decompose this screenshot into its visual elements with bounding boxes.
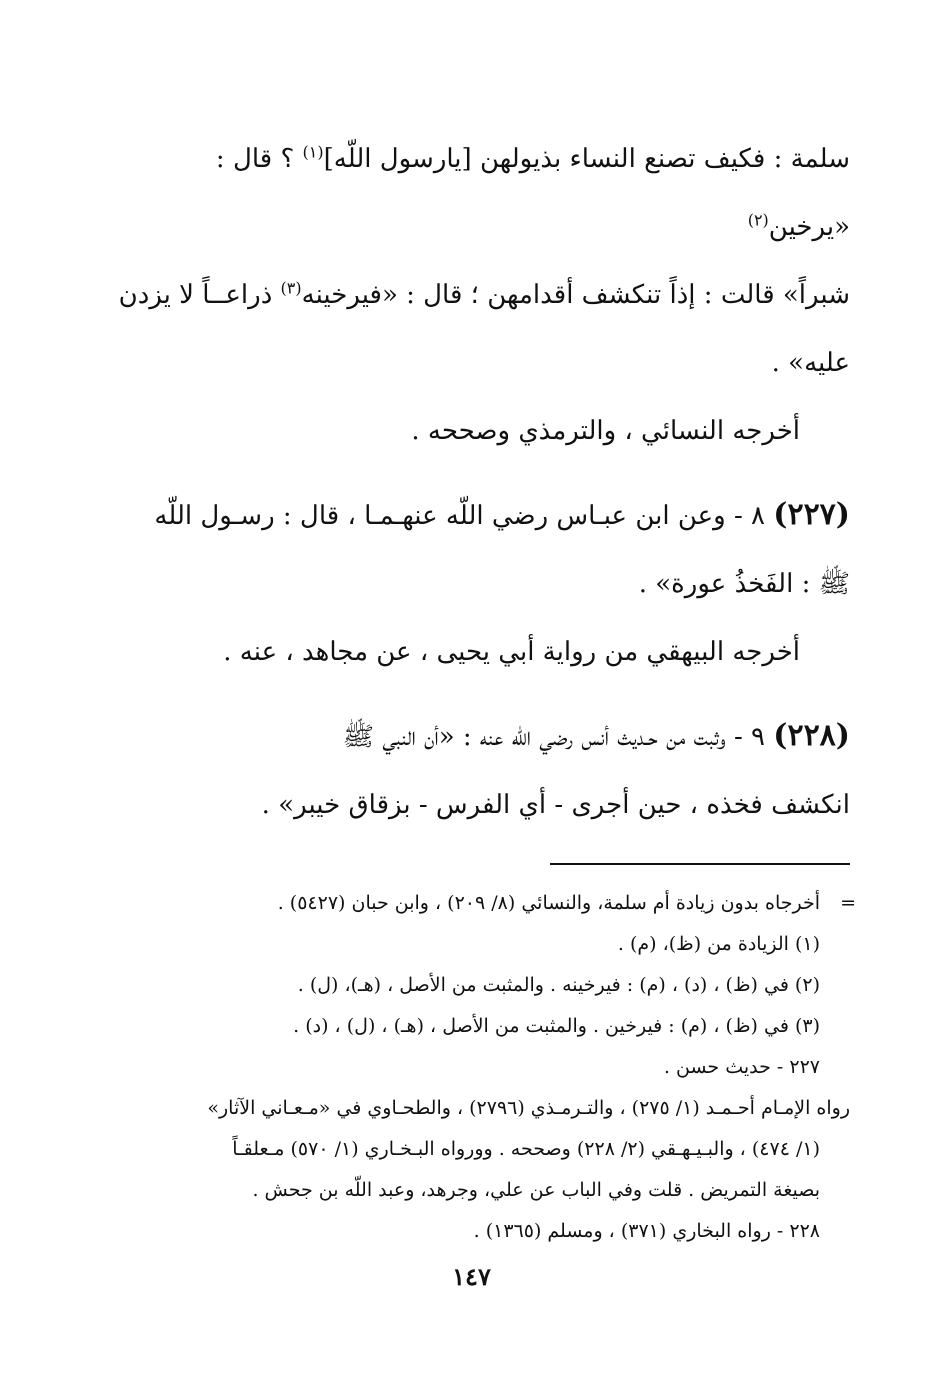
footnotes xyxy=(110,883,856,1252)
text-fragment: ٨ - وعن ابن عبـاس رضي اللّه عنهـمـا ، قال : رسـول اللّه xyxy=(154,501,774,531)
footnote-2: (٢) في (ظ) ، (د) ، (م) : فيرخينه . والمثبت من الأصل ، (هـ)، (ل) . xyxy=(297,974,820,996)
footnote-227-takhrij-cont: (١/ ٤٧٤) ، والبـيـهـقي (٢/ ٢٢٨) وصححه . وورواه البـخـاري (١/ ٥٧٠) مـعلقـاً xyxy=(232,1138,820,1160)
footnote-227-takhrij: رواه الإمـام أحـمـد (١/ ٢٧٥) ، والتـرمـذي (٢٧٩٦) ، والطحـاوي في «مـعـاني الآثار» xyxy=(207,1097,850,1119)
footnote-ref: (٢) xyxy=(747,210,769,230)
continuation-marker: = xyxy=(840,892,856,914)
text-fragment: ذراعــاً لا يزدن xyxy=(118,280,281,310)
footnote-ref: (١) xyxy=(302,142,324,162)
page-number: ١٤٧ xyxy=(452,1262,491,1291)
text-line: انكشف فخذه ، حين أجرى - أي الفرس - بزقاق خيبر» . xyxy=(261,790,850,820)
spacer xyxy=(110,686,850,702)
footnote-text: أخرجاه بدون زيادة أم سلمة، والنسائي (٨/ ٢٠٩) ، وابن حبان (٥٤٢٧) . xyxy=(277,892,820,914)
footnote-divider xyxy=(550,863,850,865)
hadith-227 xyxy=(110,481,850,550)
text-fragment: سلمة : فكيف تصنع النساء بذيولهن [يارسول اللّه] xyxy=(323,144,850,174)
text-fragment: ؟ قال : «يرخين xyxy=(215,144,850,242)
footnote-ref: (٣) xyxy=(280,278,302,298)
page-content xyxy=(110,125,856,1252)
text-fragment: شبراً» قالت : إذاً تنكشف أقدامهن ؛ قال : «فيرخينه xyxy=(301,280,850,310)
source-line: أخرجه النسائي ، والترمذي وصححه . xyxy=(411,416,800,446)
hadith-number: (٢٢٨) xyxy=(773,718,850,753)
footnote-227-grade: ٢٢٧ - حديث حسن . xyxy=(663,1056,820,1078)
spacer xyxy=(110,465,850,481)
footnote-1: (١) الزيادة من (ظ)، (م) . xyxy=(617,933,820,955)
footnote-227-takhrij-cont: بصيغة التمريض . قلت وفي الباب عن علي، وجرهد، وعبد اللّه بن جحش . xyxy=(252,1179,820,1201)
footnote-3: (٣) في (ظ) ، (م) : فيرخين . والمثبت من الأصل ، (هـ) ، (ل) ، (د) . xyxy=(293,1015,820,1037)
main-text xyxy=(110,125,850,839)
footnote-continuation xyxy=(110,883,856,924)
text-line xyxy=(110,261,850,329)
hadith-number: (٢٢٧) xyxy=(773,497,850,532)
source-line: أخرجه البيهقي من رواية أبي يحيى ، عن مجاهد ، عنه . xyxy=(223,637,800,667)
text-line: ﷺ : الفَخذُ عورة» . xyxy=(638,569,850,599)
text-line xyxy=(110,125,850,261)
text-line: عليه» . xyxy=(771,348,850,378)
hadith-228 xyxy=(110,702,850,771)
footnote-228-takhrij: ٢٢٨ - رواه البخاري (٣٧١) ، ومسلم (١٣٦٥) . xyxy=(473,1220,820,1242)
text-fragment: ٩ - وثبت من حـديث أنس رضي اللّه عنه : «أن النبي ﷺ xyxy=(342,722,774,752)
